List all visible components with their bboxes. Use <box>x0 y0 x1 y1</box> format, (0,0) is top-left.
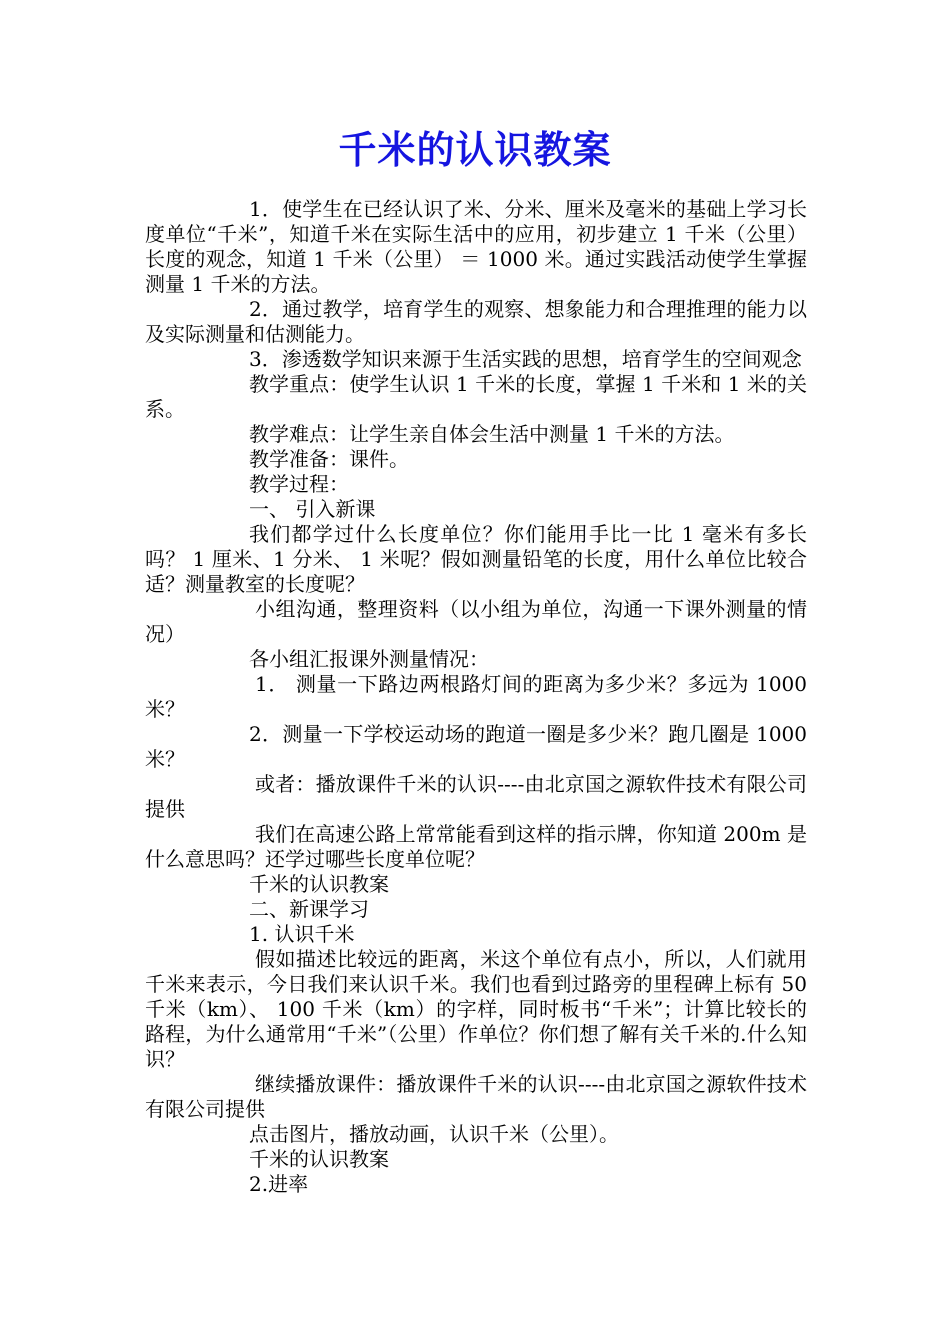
intro-paragraph: 我们都学过什么长度单位？你们能用手比一比 1 毫米有多长吗？ 1 厘米、1 分米、 1 米呢？假如测量铅笔的长度，用什么单位比较合适？测量教室的长度呢？ <box>145 522 807 596</box>
teaching-preparation: 教学准备：课件。 <box>249 447 409 471</box>
measure-item-1: 1． 测量一下路边两根路灯间的距离为多少米？多远为 1000 米？ <box>145 672 807 721</box>
section-heading-new-lesson: 二、新课学习 <box>249 897 369 921</box>
document-body <box>145 197 807 1197</box>
section-heading-intro: 一、 引入新课 <box>249 497 376 521</box>
animation-paragraph: 点击图片，播放动画，认识千米（公里）。 <box>249 1122 619 1146</box>
objective-3: 3．渗透数学知识来源于生活实践的思想，培育学生的空间观念 <box>249 347 802 371</box>
objective-2: 2．通过教学，培育学生的观察、想象能力和合理推理的能力以及实际测量和估测能力。 <box>145 297 807 346</box>
teaching-difficulty: 教学难点：让学生亲自体会生活中测量 1 千米的方法。 <box>249 422 735 446</box>
document-title: 千米的认识教案 <box>338 128 612 172</box>
courseware-paragraph: 或者：播放课件千米的认识----由北京国之源软件技术有限公司提供 <box>145 772 807 821</box>
repeated-title-line-2: 千米的认识教案 <box>249 1147 389 1171</box>
teaching-process-heading: 教学过程： <box>249 472 349 496</box>
measure-item-2: 2．测量一下学校运动场的跑道一圈是多少米？跑几圈是 1000 米？ <box>145 722 807 771</box>
group-discussion-paragraph: 小组沟通，整理资料（以小组为单位，沟通一下课外测量的情况） <box>145 597 807 646</box>
subheading-know-kilometer: 1. 认识千米 <box>249 922 355 946</box>
continue-courseware-paragraph: 继续播放课件：播放课件千米的认识----由北京国之源软件技术有限公司提供 <box>145 1072 807 1121</box>
highway-sign-paragraph: 我们在高速公路上常常能看到这样的指示牌，你知道 200m 是什么意思吗？还学过哪些长度单位呢？ <box>145 822 807 871</box>
repeated-title-line: 千米的认识教案 <box>249 872 389 896</box>
subheading-conversion-rate: 2.进率 <box>249 1172 309 1196</box>
teaching-focus: 教学重点：使学生认识 1 千米的长度，掌握 1 千米和 1 米的关系。 <box>145 372 807 421</box>
group-report-heading: 各小组汇报课外测量情况： <box>249 647 489 671</box>
objective-1: 1．使学生在已经认识了米、分米、厘米及毫米的基础上学习长度单位“千米”，知道千米在实际生活中的应用，初步建立 1 千米（公里）长度的观念，知道 1 千米（公里） ＝ 1000 米。通过实践活动使学生掌握测量 1 千米的方法。 <box>145 197 807 296</box>
kilometer-description-paragraph: 假如描述比较远的距离，米这个单位有点小，所以，人们就用千米来表示，今日我们来认识千米。我们也看到过路旁的里程碑上标有 50 千米（km）、 100 千米（km）的字样，同时板书“千米”；计算比较长的路程，为什么通常用“千米”（公里）作单位？你们想了解有关千米的.什么知识？ <box>145 947 807 1071</box>
